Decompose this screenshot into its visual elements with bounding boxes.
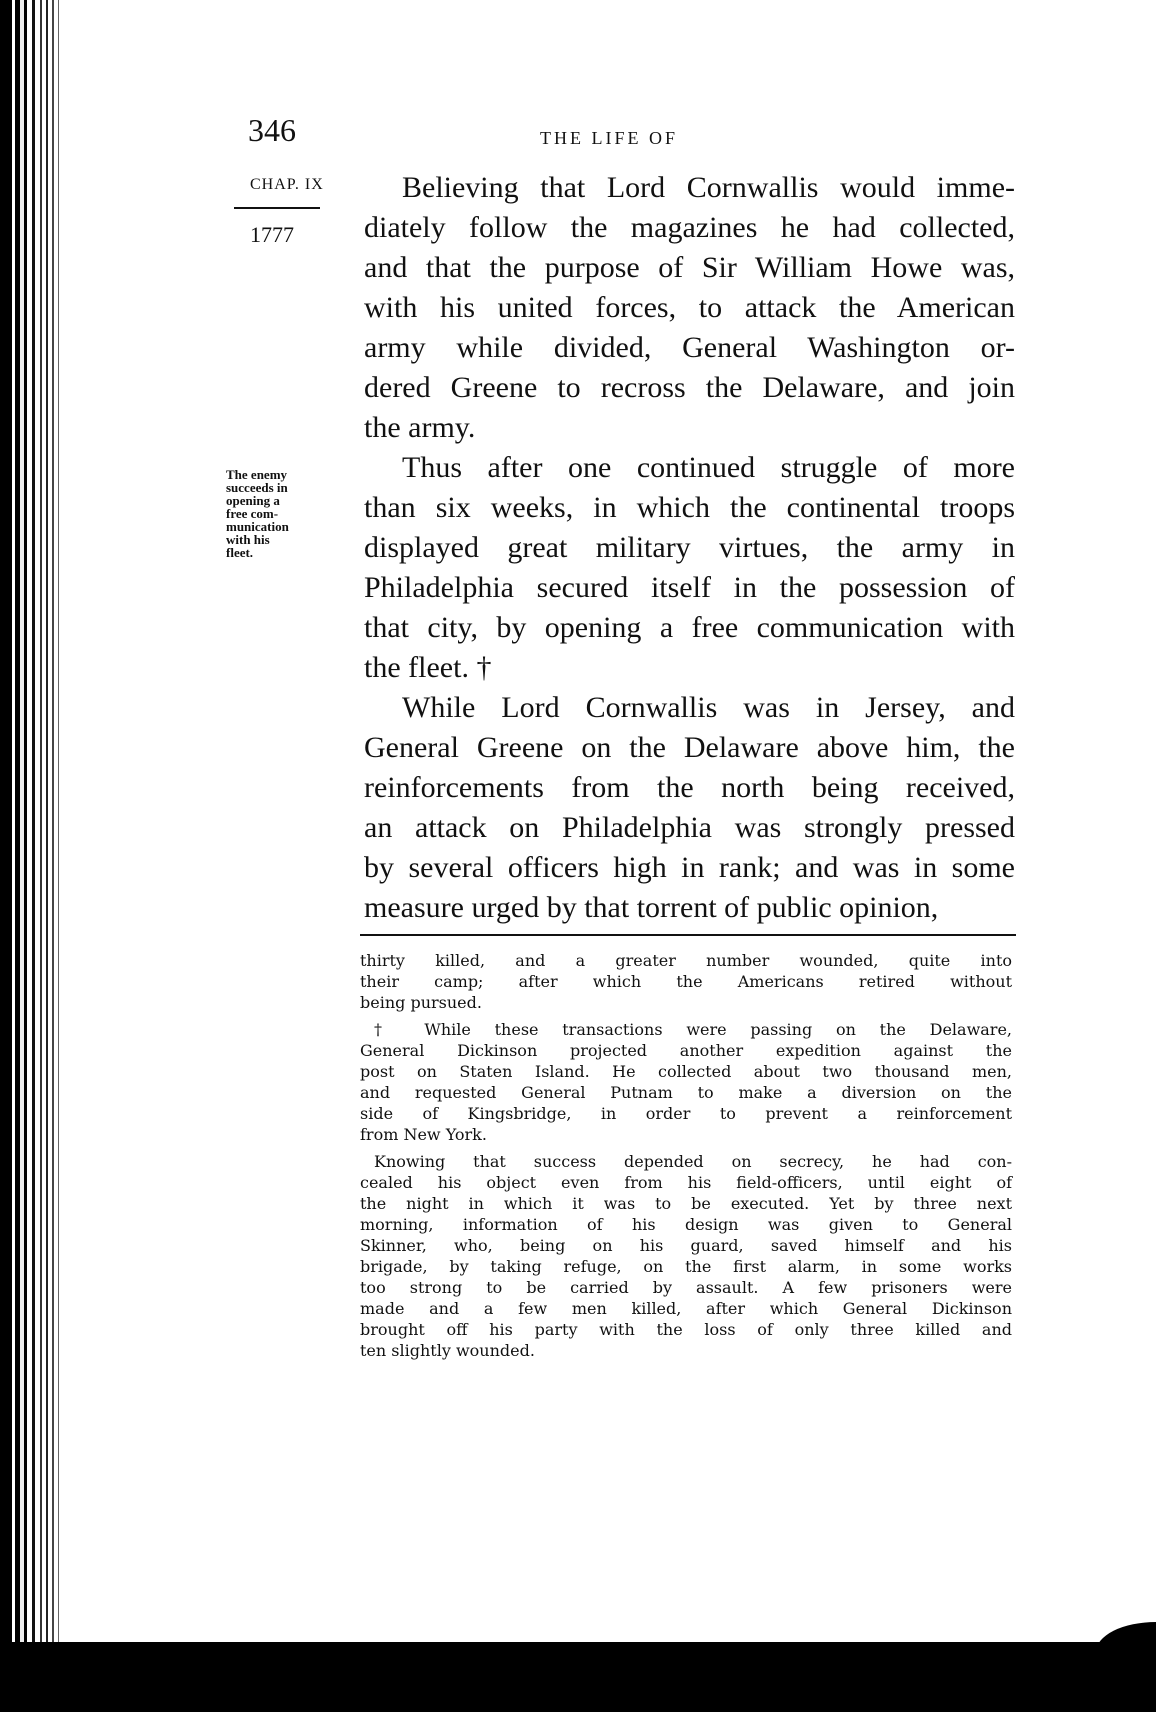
- footnote-rule: [360, 934, 1016, 936]
- paragraph: [364, 688, 1015, 928]
- text-line: the fleet. †: [364, 651, 492, 684]
- text-line: made and a few men killed, after which General Dickinson: [360, 1299, 1012, 1318]
- scan-bottom-edge: [0, 1642, 1156, 1712]
- text-line: and that the purpose of Sir William Howe was,: [364, 251, 1015, 284]
- text-line: General Dickinson projected another expedition against the: [360, 1041, 1012, 1060]
- text-line: diately follow the magazines he had collected,: [364, 211, 1015, 244]
- footnote-paragraph: [360, 1019, 1012, 1145]
- text-line: thirty killed, and a greater number wounded, quite into: [360, 951, 1012, 970]
- text-line: Philadelphia secured itself in the possession of: [364, 571, 1015, 604]
- text-line: Knowing that success depended on secrecy, he had con-: [374, 1152, 1012, 1171]
- text-line: General Greene on the Delaware above him, the: [364, 731, 1015, 764]
- margin-sidenote: [226, 468, 316, 559]
- text-line: morning, information of his design was given to General: [360, 1215, 1012, 1234]
- text-line: too strong to be carried by assault. A few prisoners were: [360, 1278, 1012, 1297]
- text-line: an attack on Philadelphia was strongly pressed: [364, 811, 1015, 844]
- text-line: post on Staten Island. He collected about two thousand men,: [360, 1062, 1012, 1081]
- text-line: cealed his object even from his field-officers, until eight of: [360, 1173, 1012, 1192]
- text-line: side of Kingsbridge, in order to prevent a reinforcement: [360, 1104, 1012, 1123]
- text-line: the night in which it was to be executed. Yet by three next: [360, 1194, 1012, 1213]
- running-head: THE LIFE OF: [540, 128, 678, 148]
- text-line: by several officers high in rank; and was in some: [364, 851, 1015, 884]
- sidenote-line: succeeds in: [226, 480, 288, 495]
- page-number: 346: [248, 112, 296, 148]
- text-line: Skinner, who, being on his guard, saved himself and his: [360, 1236, 1012, 1255]
- text-line: with his united forces, to attack the American: [364, 291, 1015, 324]
- text-line: Thus after one continued struggle of more: [402, 451, 1015, 484]
- text-line: † While these transactions were passing on the Delaware,: [374, 1020, 1012, 1039]
- book-binding-edge: [0, 0, 90, 1712]
- sidenote-line: with his: [226, 532, 270, 547]
- text-line: While Lord Cornwallis was in Jersey, and: [402, 691, 1015, 724]
- footnote-paragraph: [360, 950, 1012, 1013]
- sidenote-line: opening a: [226, 493, 280, 508]
- page-curl: [1096, 1622, 1156, 1652]
- text-line: that city, by opening a free communication with: [364, 611, 1015, 644]
- text-line: measure urged by that torrent of public opinion,: [364, 891, 939, 924]
- paragraph: [364, 448, 1015, 688]
- footnote-paragraph: [360, 1151, 1012, 1361]
- text-line: their camp; after which the Americans retired without: [360, 972, 1012, 991]
- sidenote-line: free com-: [226, 506, 279, 521]
- text-line: being pursued.: [360, 993, 482, 1012]
- text-line: than six weeks, in which the continental troops: [364, 491, 1015, 524]
- sidenote-line: munication: [226, 519, 289, 534]
- paragraph: [364, 168, 1015, 448]
- text-line: brought off his party with the loss of only three killed and: [360, 1320, 1012, 1339]
- chapter-label: CHAP. IX: [250, 176, 324, 193]
- sidenote-line: The enemy: [226, 467, 288, 482]
- text-line: from New York.: [360, 1125, 487, 1144]
- chapter-rule: [234, 207, 320, 209]
- text-line: ten slightly wounded.: [360, 1341, 535, 1360]
- text-line: displayed great military virtues, the army in: [364, 531, 1015, 564]
- margin-year: 1777: [250, 222, 294, 247]
- text-line: and requested General Putnam to make a diversion on the: [360, 1083, 1012, 1102]
- text-line: reinforcements from the north being received,: [364, 771, 1015, 804]
- sidenote-line: fleet.: [226, 545, 254, 560]
- footnotes: [360, 950, 1012, 1361]
- text-line: dered Greene to recross the Delaware, and join: [364, 371, 1015, 404]
- text-line: army while divided, General Washington or-: [364, 331, 1015, 364]
- text-line: the army.: [364, 411, 476, 444]
- text-line: Believing that Lord Cornwallis would imme-: [402, 171, 1015, 204]
- text-line: brigade, by taking refuge, on the first alarm, in some works: [360, 1257, 1012, 1276]
- body-text: [364, 168, 1015, 928]
